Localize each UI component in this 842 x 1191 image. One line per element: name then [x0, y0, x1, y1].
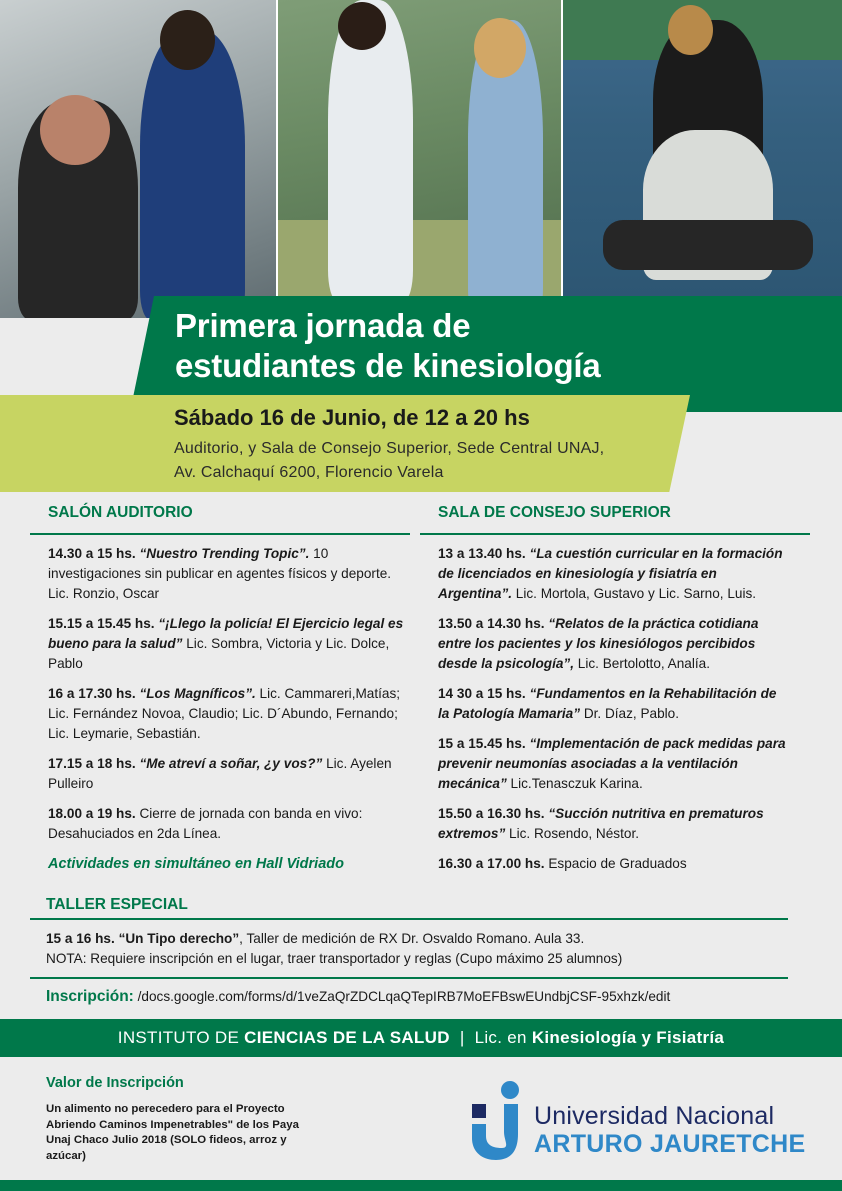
schedule-speakers: Dr. Díaz, Pablo. [583, 706, 680, 721]
event-title [175, 306, 601, 386]
bottom-bar [0, 1180, 842, 1191]
schedule-speakers: Lic. Bertolotto, Analía. [577, 656, 711, 671]
schedule-speakers: 10 investigaciones sin publicar en agentes físicos y deporte. Lic. Ronzio, Oscar [48, 546, 392, 601]
schedule-time: 15.50 a 16.30 hs. [438, 806, 545, 821]
taller-line1 [46, 929, 622, 949]
schedule-time: 15.15 a 15.45 hs. [48, 616, 155, 631]
schedule-item [438, 854, 790, 874]
taller-details [46, 929, 622, 969]
event-title-line2: estudiantes de kinesiología [175, 347, 601, 384]
schedule-speakers: Lic. Cammareri,Matías; Lic. Fernández Novoa, Claudio; Lic. D´Abundo, Fernando; Lic. Leymarie, Sebastián. [48, 686, 401, 741]
schedule-talk-title: “Relatos de la práctica cotidiana entre los pacientes y los kinesiólogos percibidos desde la psicología”, [438, 616, 759, 671]
schedule-time: 16 a 17.30 hs. [48, 686, 136, 701]
institute-lic: Lic. en [474, 1028, 532, 1047]
valor-text: Un alimento no perecedero para el Proyecto Abriendo Caminos Impenetrables" de los Paya Unaj Chaco Julio 2018 (SOLO fideos, arroz y azúcar) [46, 1103, 299, 1162]
schedule-speakers: Lic. Sombra, Victoria y Lic. Dolce, Pablo [48, 636, 390, 671]
schedule-speakers: Espacio de Graduados [548, 856, 687, 871]
inscripcion [46, 988, 670, 1006]
schedule-item [48, 684, 412, 744]
inscripcion-rule [30, 977, 788, 979]
schedule-item [438, 544, 790, 604]
schedule-speakers: Cierre de jornada con banda en vivo: Desahuciados en 2da Línea. [48, 806, 363, 841]
schedule-talk-title: “Implementación de pack medidas para prevenir neumonías asociadas a la ventilación mecánica” [438, 736, 786, 791]
schedule-time: 17.15 a 18 hs. [48, 756, 136, 771]
auditorio-heading: SALÓN AUDITORIO [48, 504, 193, 521]
taller-note: NOTA: Requiere inscripción en el lugar, traer transportador y reglas (Cupo máximo 25 alumnos) [46, 951, 623, 966]
inscripcion-label: Inscripción: [46, 988, 134, 1005]
simultaneous-activities: Actividades en simultáneo en Hall Vidriado [48, 856, 344, 872]
schedule-item [48, 614, 412, 674]
venue-line1: Auditorio, y Sala de Consejo Superior, Sede Central UNAJ, [174, 440, 605, 457]
photo-strip [0, 0, 842, 318]
institute-bar [0, 1019, 842, 1057]
schedule-time: 16.30 a 17.00 hs. [438, 856, 545, 871]
consejo-rule [420, 533, 810, 535]
auditorio-schedule [48, 544, 412, 874]
logo-line1: Universidad Nacional [534, 1102, 775, 1130]
taller-rule [30, 918, 788, 920]
venue-line2: Av. Calchaquí 6200, Florencio Varela [174, 464, 444, 481]
institute-prefix: INSTITUTO DE [117, 1028, 245, 1047]
institute-name: CIENCIAS DE LA SALUD [244, 1028, 450, 1047]
event-date: Sábado 16 de Junio, de 12 a 20 hs [174, 405, 530, 430]
photo-kinesiology-seated-patient [0, 0, 276, 318]
schedule-time: 14 30 a 15 hs. [438, 686, 526, 701]
schedule-time: 13.50 a 14.30 hs. [438, 616, 545, 631]
taller-time: 15 a 16 hs. [46, 931, 115, 946]
schedule-speakers: Lic.Tenasczuk Karina. [510, 776, 643, 791]
event-venue [174, 437, 604, 485]
schedule-speakers: Lic. Ayelen Pulleiro [48, 756, 392, 791]
schedule-time: 14.30 a 15 hs. [48, 546, 136, 561]
schedule-talk-title: “Succión nutritiva en prematuros extremos” [438, 806, 764, 841]
schedule-time: 15 a 15.45 hs. [438, 736, 526, 751]
schedule-item [438, 804, 790, 844]
unaj-logo [470, 1080, 810, 1162]
auditorio-rule [30, 533, 410, 535]
schedule-talk-title: “Nuestro Trending Topic”. [139, 546, 310, 561]
event-title-line1: Primera jornada de [175, 307, 471, 344]
consejo-schedule [438, 544, 790, 884]
institute-career: Kinesiología y Fisiatría [531, 1028, 725, 1047]
schedule-item [438, 614, 790, 674]
taller-heading: TALLER ESPECIAL [46, 896, 188, 913]
taller-title: “Un Tipo derecho” [118, 931, 240, 946]
schedule-speakers: Lic. Mortola, Gustavo y Lic. Sarno, Luis. [515, 586, 757, 601]
taller-desc: , Taller de medición de RX Dr. Osvaldo Romano. Aula 33. [239, 931, 585, 946]
schedule-item [48, 544, 412, 604]
schedule-time: 18.00 a 19 hs. [48, 806, 136, 821]
institute-separator: | [449, 1028, 475, 1047]
schedule-item [438, 684, 790, 724]
unaj-logo-icon [470, 1080, 530, 1162]
schedule-talk-title: “Me atreví a soñar, ¿y vos?” [139, 756, 323, 771]
photo-balance-exercise [278, 0, 561, 318]
schedule-talk-title: “Los Magníficos”. [139, 686, 256, 701]
consejo-heading: SALA DE CONSEJO SUPERIOR [438, 504, 671, 521]
schedule-speakers: Lic. Rosendo, Néstor. [509, 826, 639, 841]
inscripcion-link[interactable]: /docs.google.com/forms/d/1veZaQrZDCLqaQTepIRB7MoEFBswEUndbjCSF-95xhzk/edit [137, 989, 671, 1004]
schedule-talk-title: “Fundamentos en la Rehabilitación de la Patología Mamaria” [438, 686, 777, 721]
logo-line2: ARTURO JAURETCHE [534, 1130, 806, 1158]
schedule-item [48, 804, 412, 844]
schedule-item [438, 734, 790, 794]
photo-gym-stretching [563, 0, 842, 318]
schedule-item [48, 754, 412, 794]
schedule-talk-title: “La cuestión curricular en la formación de licenciados en kinesiología y fisiatría en Argentina”. [438, 546, 783, 601]
valor-heading: Valor de Inscripción [46, 1075, 184, 1091]
schedule-talk-title: “¡Llego la policía! El Ejercicio legal es bueno para la salud” [48, 616, 404, 651]
schedule-time: 13 a 13.40 hs. [438, 546, 526, 561]
